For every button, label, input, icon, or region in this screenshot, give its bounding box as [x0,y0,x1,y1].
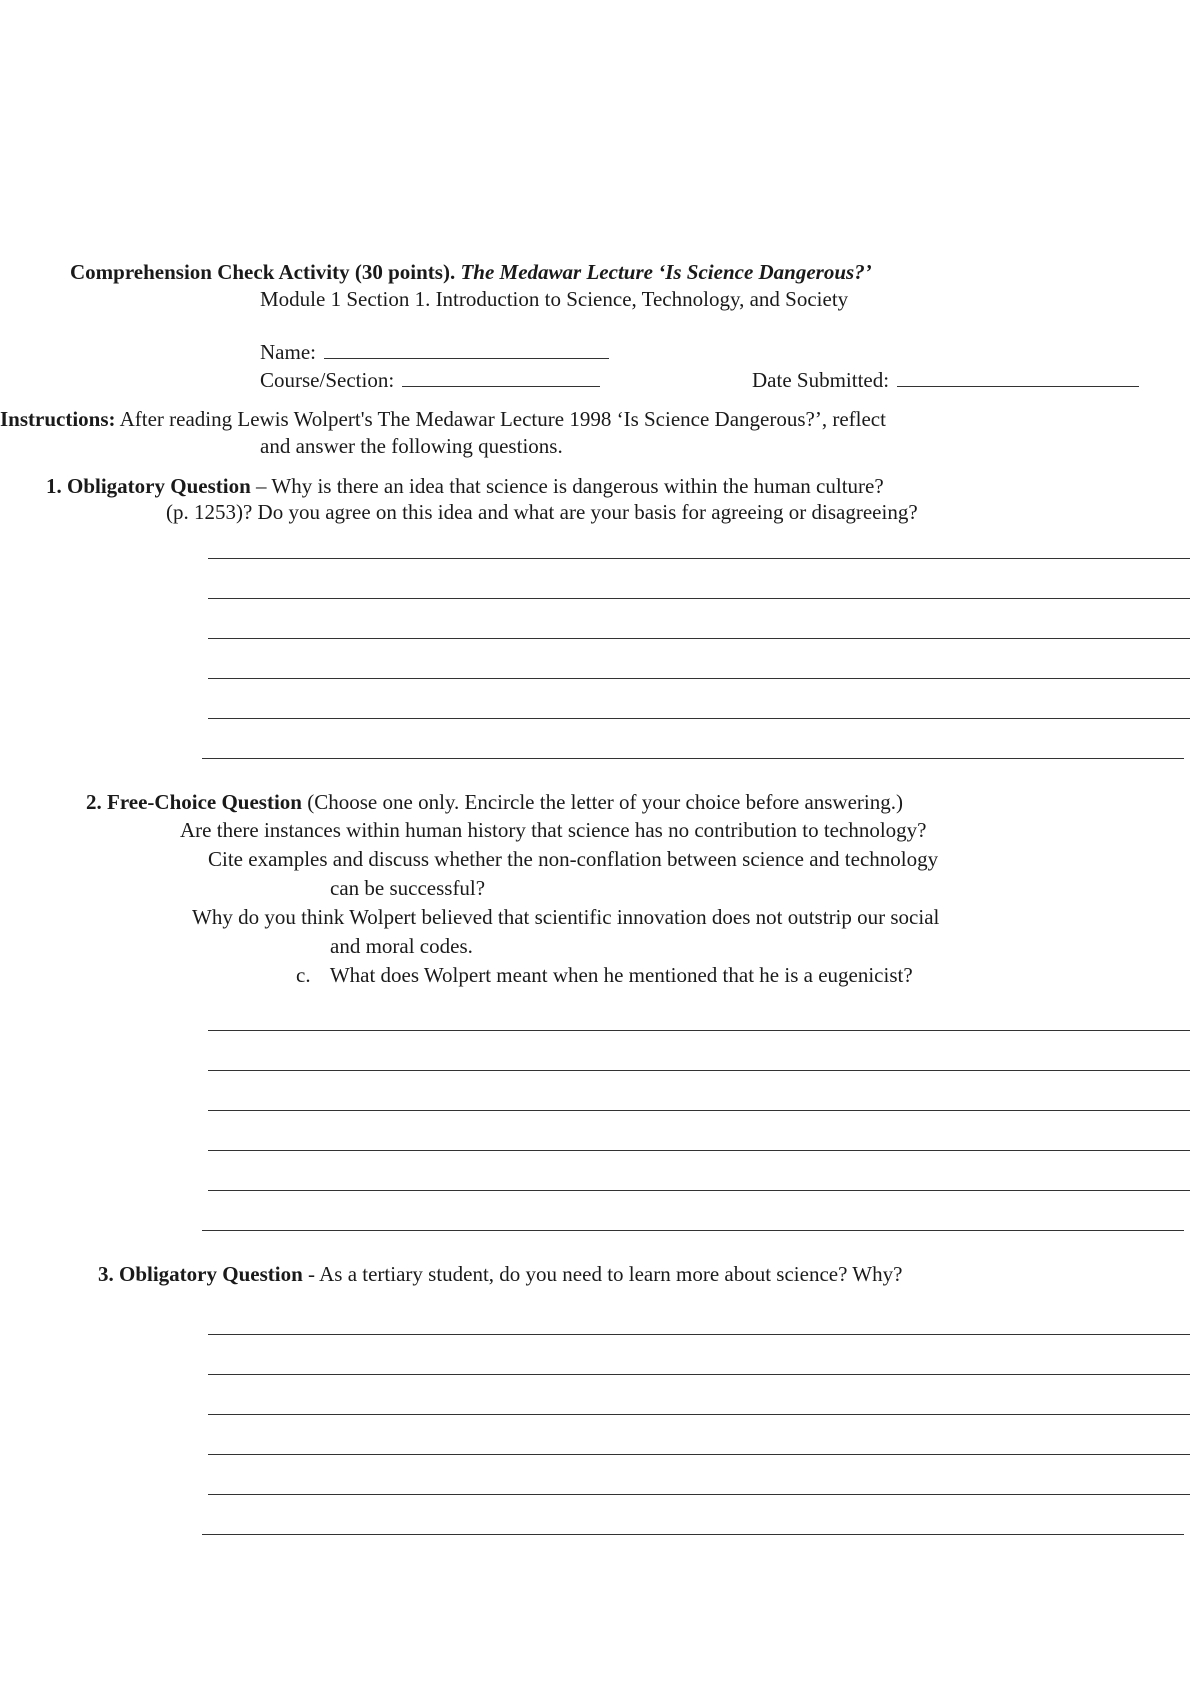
q2-answer-line[interactable] [208,1110,1190,1111]
date-field[interactable] [752,368,1139,393]
q2-option-c-letter: c. [296,963,311,987]
q3-label: Obligatory Question [119,1262,303,1286]
q1-text-line2: (p. 1253)? Do you agree on this idea and what are your basis for agreeing or disagreeing? [166,500,918,524]
q3-heading [98,1262,902,1287]
q3-answer-line[interactable] [208,1454,1190,1455]
page-subtitle: Module 1 Section 1. Introduction to Science, Technology, and Society [260,287,849,311]
q2-answer-line[interactable] [208,1070,1190,1071]
q1-answer-line[interactable] [202,758,1184,759]
page-title [70,260,872,285]
q2-option-a-line1: Are there instances within human history that science has no contribution to technology? [180,818,927,842]
instructions-line2: and answer the following questions. [260,434,563,458]
q1-answer-line[interactable] [208,718,1190,719]
title-bold: Comprehension Check Activity (30 points). [70,260,456,284]
q2-option-c-text: What does Wolpert meant when he mentioned that he is a eugenicist? [329,963,913,987]
q2-number: 2. [86,790,102,814]
q2-option-a-line3: can be successful? [330,876,486,900]
q2-option-b-line1: Why do you think Wolpert believed that scientific innovation does not outstrip our social [192,905,940,929]
q2-heading [86,790,903,815]
q3-text: - As a tertiary student, do you need to learn more about science? Why? [308,1262,903,1286]
q1-heading [46,474,884,499]
course-label: Course/Section: [260,368,395,392]
date-label: Date Submitted: [752,368,890,392]
q3-number: 3. [98,1262,114,1286]
q3-answer-line[interactable] [208,1414,1190,1415]
q3-answer-line[interactable] [208,1334,1190,1335]
q2-answer-line[interactable] [208,1030,1190,1031]
q2-option-b-line2: and moral codes. [330,934,473,958]
course-blank[interactable] [402,368,600,387]
title-italic: The Medawar Lecture ‘Is Science Dangerous?’ [460,260,872,284]
q1-answer-line[interactable] [208,638,1190,639]
name-label: Name: [260,340,316,364]
course-field[interactable] [260,368,600,393]
q3-answer-line[interactable] [202,1534,1184,1535]
instructions-label: Instructions: [0,407,116,431]
date-blank[interactable] [897,368,1139,387]
q2-text: (Choose one only. Encircle the letter of your choice before answering.) [307,790,903,814]
instructions-line1 [0,407,886,432]
q3-answer-line[interactable] [208,1374,1190,1375]
q1-answer-line[interactable] [208,678,1190,679]
name-field[interactable] [260,340,609,365]
instructions-text: After reading Lewis Wolpert's The Medawar Lecture 1998 ‘Is Science Dangerous?’, reflect [119,407,886,431]
q2-option-c [296,963,913,988]
q1-answer-line[interactable] [208,598,1190,599]
q1-label: Obligatory Question [67,474,251,498]
q3-answer-line[interactable] [208,1494,1190,1495]
q2-option-a-line2: Cite examples and discuss whether the non-conflation between science and technology [208,847,939,871]
q2-answer-line[interactable] [208,1150,1190,1151]
q1-number: 1. [46,474,62,498]
q2-answer-line[interactable] [208,1190,1190,1191]
q2-answer-line[interactable] [202,1230,1184,1231]
name-blank[interactable] [324,340,609,359]
q1-answer-line[interactable] [208,558,1190,559]
q2-label: Free-Choice Question [107,790,302,814]
q1-text: – Why is there an idea that science is dangerous within the human culture? [256,474,884,498]
